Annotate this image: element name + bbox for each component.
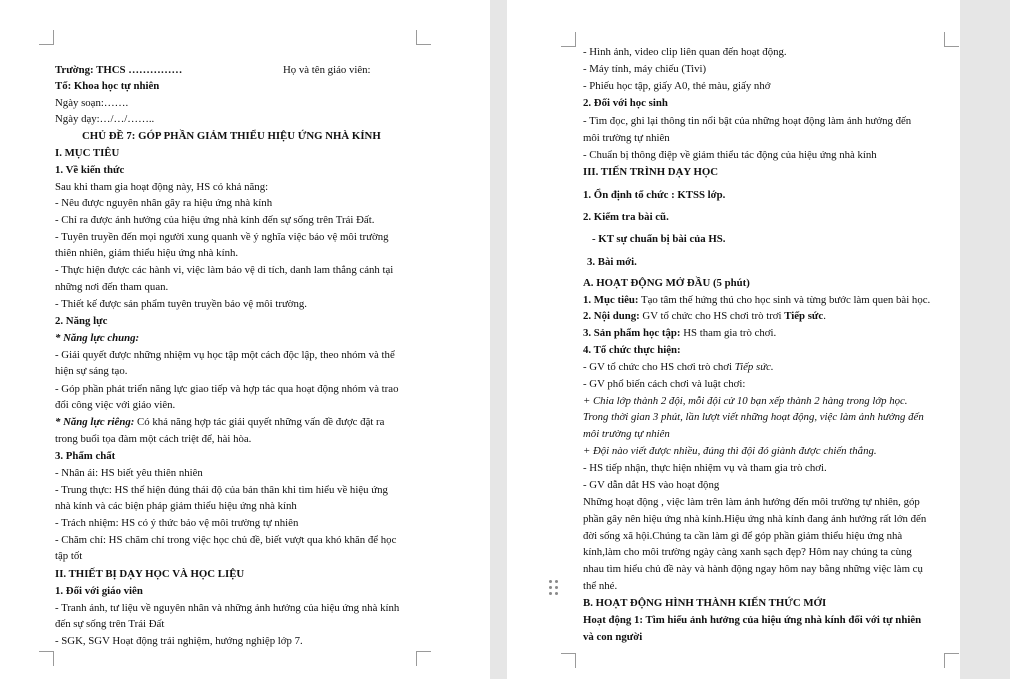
date-taught-line: Ngày dạy:…/…/……..	[55, 113, 155, 125]
paragraph-line: nhau tìm hiểu chủ đề này và hành động ngay hôm nay bằng những việc làm cụ	[583, 563, 923, 575]
objective-label: 1. Mục tiêu:	[583, 294, 639, 306]
text-line: - Tìm đọc, ghi lại thông tin nổi bật của những hoạt động làm ảnh hưởng đến	[583, 115, 912, 127]
objective-text: Tạo tâm thế hứng thú cho học sinh và từng bước làm quen bài học.	[638, 294, 931, 306]
content-period: .	[823, 310, 826, 322]
margin-mark-bottom-left	[561, 653, 576, 668]
text-line: nhà kính và các biện pháp giảm thiểu hiệu ứng nhà kính	[55, 500, 297, 512]
general-ability-label: * Năng lực chung:	[55, 332, 140, 344]
step-subitem: - KT sự chuẩn bị bài của HS.	[592, 233, 726, 245]
text-line: - Trung thực: HS thể hiện đúng thái độ của bản thân khi tìm hiểu về hiệu ứng	[55, 484, 388, 496]
section-heading-equipment: II. THIẾT BỊ DẠY HỌC VÀ HỌC LIỆU	[55, 568, 245, 580]
text-line: đến sự sống trên Trái Đất	[55, 618, 165, 630]
subheading-student: 2. Đối với học sinh	[583, 97, 668, 109]
document-title: CHỦ ĐỀ 7: GÓP PHẦN GIẢM THIỂU HIỆU ỨNG NHÀ KÍNH	[82, 130, 381, 142]
margin-mark-top-left	[561, 32, 576, 47]
product-text: HS tham gia trò chơi.	[680, 327, 777, 339]
text-line: - Hình ảnh, video clip liên quan đến hoạt động.	[583, 46, 787, 58]
step-heading: 3. Bài mới.	[587, 256, 637, 268]
document-page-left[interactable]	[0, 0, 490, 679]
document-page-right[interactable]	[507, 0, 960, 679]
paragraph-line: đời sống xã hội.Chúng ta cần làm gì để góp phần giảm thiểu hiệu ứng nhà	[583, 530, 903, 542]
school-line: Trường: THCS ……………	[55, 64, 183, 76]
text-line: những nơi đến tham quan.	[55, 281, 169, 293]
paragraph-line: phần gây nên hiệu ứng nhà kính.Hiệu ứng nhà kính đang ảnh hưởng rất lớn đến	[583, 513, 927, 525]
org-line	[583, 361, 774, 374]
section-heading-process: III. TIẾN TRÌNH DẠY HỌC	[583, 166, 719, 178]
text-line: - Chỉ ra được ảnh hưởng của hiệu ứng nhà kính đến sự sống trên Trái Đất.	[55, 214, 375, 226]
text-line: - Nhân ái: HS biết yêu thiên nhiên	[55, 467, 203, 479]
teacher-name-line: Họ và tên giáo viên:	[283, 64, 371, 76]
text-line: đổi công việc với giáo viên.	[55, 399, 176, 411]
content-game-name: Tiếp sức	[784, 310, 824, 322]
rule-line: môi trường tự nhiên	[583, 428, 670, 440]
content-label: 2. Nội dung:	[583, 310, 640, 322]
rule-line: + Đội nào viết được nhiều, đúng thì đội đó giành được chiến thắng.	[583, 445, 877, 457]
activity-subheading: Hoạt động 1: Tìm hiểu ảnh hưởng của hiệu ứng nhà kính đối với tự nhiên	[583, 614, 922, 626]
text-line: - Chăm chỉ: HS chăm chỉ trong việc học chủ đề, biết vượt qua khó khăn để học	[55, 534, 397, 546]
date-prepared-line: Ngày soạn:…….	[55, 97, 129, 109]
text-line: - Máy tính, máy chiếu (Tivi)	[583, 63, 707, 75]
specific-ability-text: Có khả năng hợp tác giải quyết những vấn đề được đặt ra	[134, 416, 385, 428]
subheading-quality: 3. Phẩm chất	[55, 450, 116, 462]
step-heading: 1. Ổn định tổ chức : KTSS lớp.	[583, 189, 726, 201]
text-line: - HS tiếp nhận, thực hiện nhiệm vụ và tham gia trò chơi.	[583, 462, 827, 474]
step-heading: 2. Kiểm tra bài cũ.	[583, 211, 669, 223]
paragraph-line: Những hoạt động , việc làm trên làm ảnh hưởng đến môi trường tự nhiên, góp	[583, 496, 920, 508]
text-line: tập tốt	[55, 550, 83, 562]
product-label: 3. Sản phẩm học tập:	[583, 327, 681, 339]
org-text: - GV tổ chức cho HS chơi trò chơi	[583, 361, 735, 373]
subheading-teacher: 1. Đối với giáo viên	[55, 585, 143, 597]
text-line: - Chuẩn bị thông điệp về giảm thiểu tác động của hiệu ứng nhà kính	[583, 149, 877, 161]
text-line: - Tuyên truyền đến mọi người xung quanh về ý nghĩa việc bảo vệ môi trường	[55, 231, 389, 243]
objective-line	[583, 294, 930, 307]
content-line	[583, 310, 826, 323]
section-heading-objectives: I. MỤC TIÊU	[55, 147, 120, 159]
text-line: - Góp phần phát triển năng lực giao tiếp và hợp tác qua hoạt động nhóm và trao	[55, 383, 399, 395]
paragraph-line: thể nhé.	[583, 580, 618, 592]
text-line: - SGK, SGV Hoạt động trải nghiệm, hướng nghiệp lớp 7.	[55, 635, 303, 647]
margin-mark-top-left	[39, 30, 54, 45]
text-line: - Giải quyết được những nhiệm vụ học tập một cách độc lập, theo nhóm và thể	[55, 349, 395, 361]
margin-mark-bottom-right	[416, 651, 431, 666]
content-text: GV tổ chức cho HS chơi trò trơi	[639, 310, 785, 322]
activity-heading-b: B. HOẠT ĐỘNG HÌNH THÀNH KIẾN THỨC MỚI	[583, 597, 827, 609]
margin-mark-bottom-right	[944, 653, 959, 668]
text-line: - Thiết kế được sản phẩm tuyên truyền bảo vệ môi trường.	[55, 298, 307, 310]
text-line: - GV phổ biến cách chơi và luật chơi:	[583, 378, 746, 390]
text-line: trong buổi tọa đàm một cách triệt để, hài hòa.	[55, 433, 252, 445]
department-line: Tổ: Khoa học tự nhiên	[55, 80, 160, 92]
organization-label: 4. Tổ chức thực hiện:	[583, 344, 681, 356]
specific-ability-label: * Năng lực riêng:	[55, 416, 135, 428]
margin-mark-top-right	[416, 30, 431, 45]
text-line: thiên nhiên, giảm thiểu hiệu ứng nhà kính.	[55, 247, 239, 259]
paragraph-line: kính,làm cho môi trường ngày càng xanh sạch đẹp? Hôm nay chúng ta cùng	[583, 546, 912, 558]
activity-subheading: và con người	[583, 631, 643, 643]
text-line: - Trách nhiệm: HS có ý thức bảo vệ môi trường tự nhiên	[55, 517, 299, 529]
text-line: - Thực hiện được các hành vi, việc làm bảo vệ di tích, danh lam thắng cảnh tại	[55, 264, 394, 276]
subheading-knowledge: 1. Về kiến thức	[55, 164, 125, 176]
org-game-name: Tiếp sức.	[734, 361, 774, 373]
product-line	[583, 327, 776, 340]
rule-line: Trong thời gian 3 phút, lần lượt viết những hoạt động, việc làm ảnh hưởng đến	[583, 411, 924, 423]
margin-mark-top-right	[944, 32, 959, 47]
specific-ability-line	[55, 416, 384, 429]
text-line: môi trường tự nhiên	[583, 132, 670, 144]
text-line: - Phiếu học tập, giấy A0, thẻ màu, giấy nhớ	[583, 80, 771, 92]
margin-mark-bottom-left	[39, 651, 54, 666]
subheading-ability: 2. Năng lực	[55, 315, 108, 327]
text-line: - Tranh ảnh, tư liệu về nguyên nhân và những ảnh hưởng của hiệu ứng nhà kính	[55, 602, 400, 614]
paragraph-drag-handle[interactable]	[549, 580, 561, 596]
text-line: - GV dẫn dắt HS vào hoạt động	[583, 479, 720, 491]
rule-line: + Chia lớp thành 2 đội, mỗi đội cử 10 bạn xếp thành 2 hàng trong lớp học.	[583, 395, 908, 407]
text-line: - Nêu được nguyên nhân gây ra hiệu ứng nhà kính	[55, 197, 273, 209]
text-line: hiện sự sáng tạo.	[55, 365, 128, 377]
text-line: Sau khi tham gia hoạt động này, HS có khả năng:	[55, 181, 269, 193]
activity-heading-a: A. HOẠT ĐỘNG MỞ ĐẦU (5 phút)	[583, 277, 750, 289]
